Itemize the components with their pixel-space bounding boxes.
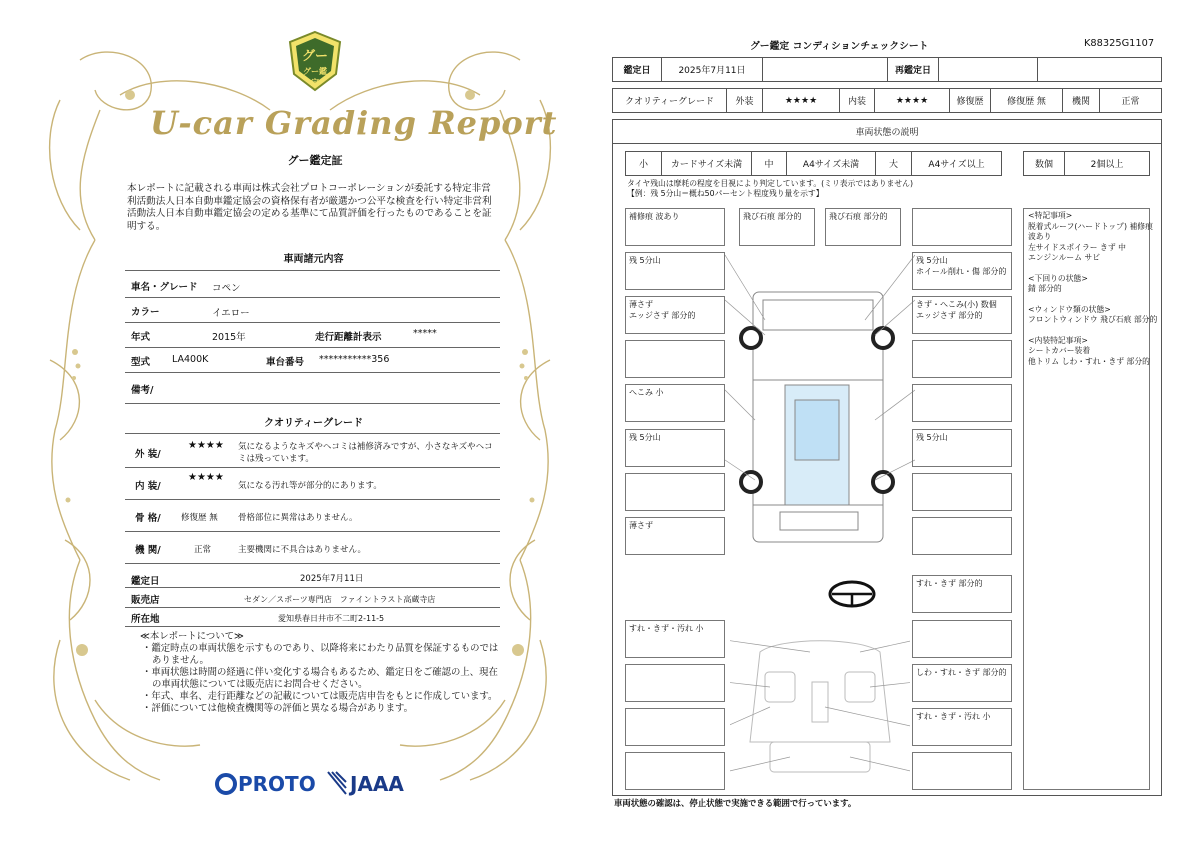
damage-box xyxy=(912,752,1012,790)
damage-box xyxy=(912,575,1012,613)
damage-box xyxy=(912,384,1012,422)
note-item: ・鑑定時点の車両状態を示すものであり、以降将来にわたり品質を保証するものではありません。 xyxy=(142,643,499,666)
damage-box-text: 薄さず xyxy=(629,300,653,309)
damage-box xyxy=(912,664,1012,702)
legend-mid: 中 xyxy=(751,151,787,176)
damage-box-text: 飛び石痕 部分的 xyxy=(743,212,802,221)
damage-box xyxy=(625,473,725,511)
frame-text: 骨格部位に異常はありません。 xyxy=(238,513,358,523)
tire-note-line: 【例：残 5分山＝概ね50パーセント程度残り量を示す】 xyxy=(627,189,824,198)
tire-note-line: タイヤ残山は摩耗の程度を目視により判定しています。(ミリ表示ではありません) xyxy=(627,179,913,188)
damage-box xyxy=(625,708,725,746)
chassis-label: 車台番号 xyxy=(266,357,305,368)
repair-value: 修復歴 無 xyxy=(990,88,1063,113)
damage-box-text: 補修痕 波あり xyxy=(629,212,680,221)
damage-box-text: きず・へこみ(小) 数個 xyxy=(916,300,997,309)
exterior-label: 外 装/ xyxy=(135,449,161,460)
damage-box xyxy=(625,517,725,555)
repair-label: 修復歴 xyxy=(949,88,991,113)
damage-box-text: しわ・すれ・きず 部分的 xyxy=(916,668,1007,677)
damage-box-text: すれ・きず・汚れ 小 xyxy=(916,712,991,721)
frame-label: 骨 格/ xyxy=(135,513,161,524)
note-line: 脱着式ルーフ(ハードトップ) 補修痕 xyxy=(1028,221,1153,231)
engine-text: 主要機関に不具合はありません。 xyxy=(238,545,367,555)
damage-box xyxy=(825,208,901,246)
model-value: LA400K xyxy=(172,354,209,365)
damage-box xyxy=(912,340,1012,378)
svg-text:グー: グー xyxy=(301,49,329,64)
legend-small: 小 xyxy=(625,151,662,176)
mileage-value: ***** xyxy=(413,328,437,339)
logo-label: グー鑑定 xyxy=(303,67,327,87)
ext-label: 外装 xyxy=(726,88,763,113)
interior-stars: ★★★★ xyxy=(188,472,224,483)
ext-stars: ★★★★ xyxy=(762,88,840,113)
note-item: ・年式、車名、走行距離などの記載については販売店申告をもとに作成しています。 xyxy=(142,691,498,702)
jaaa-logo-icon xyxy=(326,770,348,796)
model-label: 型式 xyxy=(131,357,151,368)
divider xyxy=(125,467,500,468)
notes-heading: <下回りの状態> xyxy=(1028,273,1088,283)
year-label: 年式 xyxy=(131,332,151,343)
engine-label: 機関 xyxy=(1062,88,1100,113)
date-label: 鑑定日 xyxy=(612,57,662,82)
script-title: U-car Grading Report xyxy=(150,104,558,142)
address-label: 所在地 xyxy=(131,614,160,625)
note-line: シートカバー装着 xyxy=(1028,346,1091,355)
divider xyxy=(125,433,500,434)
divider xyxy=(125,607,500,608)
damage-box xyxy=(739,208,815,246)
grade-label: クオリティーグレード xyxy=(612,88,727,113)
damage-box-text: すれ・きず 部分的 xyxy=(916,579,983,588)
note-line: フロントウィンドウ 飛び石痕 部分的 xyxy=(1028,315,1158,324)
engine-value: 正常 xyxy=(194,545,212,555)
damage-box xyxy=(912,620,1012,658)
damage-box xyxy=(912,517,1012,555)
legend-count: 数個 xyxy=(1023,151,1065,176)
divider xyxy=(125,587,500,588)
damage-box xyxy=(625,429,725,467)
date-label: 鑑定日 xyxy=(131,576,160,587)
certificate-body: 本レポートに記載される車両は株式会社プロトコーポレーションが委託する特定非営利活動法人日本自動車鑑定協会の資格保有者が厳選かつ公平な検査を行い特定非営利活動法人日本自動車鑑定協会の定める基準にて品質評価を行ったものであることを証明する。 xyxy=(127,183,492,232)
name-value: コペン xyxy=(212,283,241,294)
mileage-label: 走行距離計表示 xyxy=(315,332,382,343)
remarks-label: 備考/ xyxy=(131,385,154,396)
special-notes xyxy=(1023,208,1158,790)
color-value: イエロー xyxy=(212,308,250,319)
divider xyxy=(125,270,500,271)
divider xyxy=(125,347,500,348)
note-line: エンジンルーム サビ xyxy=(1028,253,1101,262)
interior-notes-group xyxy=(1028,335,1150,368)
car-top-view-diagram xyxy=(725,250,915,550)
notes-heading: <内装特記事項> xyxy=(1028,335,1088,345)
damage-box-text: へこみ 小 xyxy=(629,388,664,397)
redate-label: 再鑑定日 xyxy=(887,57,939,82)
interior-label: 内 装/ xyxy=(135,481,161,492)
footer-note: 車両状態の確認は、停止状態で実施できる範囲で行っています。 xyxy=(614,798,857,808)
damage-box-text: ホイール削れ・傷 部分的 xyxy=(916,267,1007,276)
damage-box xyxy=(912,708,1012,746)
report-notes xyxy=(140,631,500,715)
dealer-label: 販売店 xyxy=(131,595,160,606)
damage-box xyxy=(625,296,725,334)
divider xyxy=(125,372,500,373)
chassis-value: ***********356 xyxy=(319,354,390,365)
divider xyxy=(125,531,500,532)
damage-box-text: 残 5分山 xyxy=(916,433,948,442)
damage-box xyxy=(912,473,1012,511)
note-item: ・車両状態は時間の経過に伴い変化する場合もあるため、鑑定日をご確認の上、現在の車両状態については販売店にお問合せください。 xyxy=(142,667,498,690)
year-value: 2015年 xyxy=(212,332,246,343)
exterior-text: 気になるようなキズやヘコミは補修済みですが、小さなキズやヘコミは残っています。 xyxy=(238,442,493,464)
note-item: ・評価については他検査機関等の評価と異なる場合があります。 xyxy=(142,703,413,714)
damage-box xyxy=(912,252,1012,290)
date-value: 2025年7月11日 xyxy=(661,57,763,82)
dealer-value: セダン／スポーツ専門店 ファイントラスト高蔵寺店 xyxy=(244,595,436,604)
tire-note xyxy=(627,179,913,199)
redate-value xyxy=(938,57,1038,82)
damage-box-text: エッジさず 部分的 xyxy=(916,311,983,320)
jaaa-logo: JAAA xyxy=(350,772,404,796)
legend-large-desc: A4サイズ以上 xyxy=(911,151,1002,176)
date-value: 2025年7月11日 xyxy=(300,574,364,584)
damage-box xyxy=(625,252,725,290)
damage-box xyxy=(912,429,1012,467)
exterior-stars: ★★★★ xyxy=(188,440,224,451)
car-interior-diagram xyxy=(730,632,910,792)
damage-box xyxy=(625,664,725,702)
damage-box-text: 残 5分山 xyxy=(916,256,948,265)
note-line: 左サイドスポイラー きず 中 xyxy=(1028,242,1126,252)
address-value: 愛知県春日井市不二町2-11-5 xyxy=(278,614,385,623)
underbody-notes-group xyxy=(1028,274,1145,295)
divider xyxy=(125,322,500,323)
note-line: 錆 部分的 xyxy=(1028,284,1062,293)
date-blank xyxy=(762,57,888,82)
damage-box xyxy=(625,752,725,790)
condition-title: 車両状態の説明 xyxy=(612,119,1162,144)
divider xyxy=(125,499,500,500)
int-stars: ★★★★ xyxy=(874,88,950,113)
report-code: K88325G1107 xyxy=(1084,38,1155,49)
divider xyxy=(125,626,500,627)
damage-box xyxy=(912,296,1012,334)
check-sheet-title: グー鑑定 コンディションチェックシート xyxy=(750,41,929,52)
legend-large: 大 xyxy=(875,151,912,176)
quality-title: クオリティーグレード xyxy=(264,418,363,429)
damage-box-text: 残 5分山 xyxy=(629,256,661,265)
damage-box xyxy=(625,384,725,422)
divider xyxy=(125,403,500,404)
damage-box-text: 薄さず xyxy=(629,521,653,530)
legend-small-desc: カードサイズ未満 xyxy=(661,151,752,176)
notes-heading: <特記事項> xyxy=(1028,211,1073,220)
legend-mid-desc: A4サイズ未満 xyxy=(786,151,876,176)
damage-box-text: 飛び石痕 部分的 xyxy=(829,212,888,221)
note-line: 他トリム しわ・すれ・きず 部分的 xyxy=(1028,356,1150,366)
notes-heading: <ウィンドウ類の状態> xyxy=(1028,304,1111,314)
color-label: カラー xyxy=(131,307,160,318)
notes-title: ≪本レポートについて≫ xyxy=(140,631,244,642)
name-label: 車名・グレード xyxy=(131,282,198,293)
special-notes-group xyxy=(1028,211,1153,264)
damage-box xyxy=(625,208,725,246)
damage-box xyxy=(912,208,1012,246)
damage-box xyxy=(625,620,725,658)
certificate-title: グー鑑定証 xyxy=(287,154,343,167)
interior-text: 気になる汚れ等が部分的にあります。 xyxy=(238,481,382,491)
damage-box-text: 残 5分山 xyxy=(629,433,661,442)
divider xyxy=(125,563,500,564)
int-label: 内装 xyxy=(839,88,875,113)
damage-box xyxy=(625,340,725,378)
specs-title: 車両諸元内容 xyxy=(283,254,344,265)
proto-logo: PROTO xyxy=(238,772,316,796)
damage-box-text: すれ・きず・汚れ 小 xyxy=(629,624,704,633)
frame-value: 修復歴 無 xyxy=(181,513,218,523)
steering-wheel-icon xyxy=(828,579,876,609)
proto-logo-icon xyxy=(214,772,238,796)
engine-label: 機 関/ xyxy=(135,545,161,556)
divider xyxy=(125,297,500,298)
note-line: 波あり xyxy=(1028,232,1052,241)
legend-count-desc: 2個以上 xyxy=(1064,151,1150,176)
redate-blank xyxy=(1037,57,1162,82)
damage-box-text: エッジさず 部分的 xyxy=(629,311,696,320)
engine-value: 正常 xyxy=(1099,88,1162,113)
window-notes-group xyxy=(1028,304,1158,326)
